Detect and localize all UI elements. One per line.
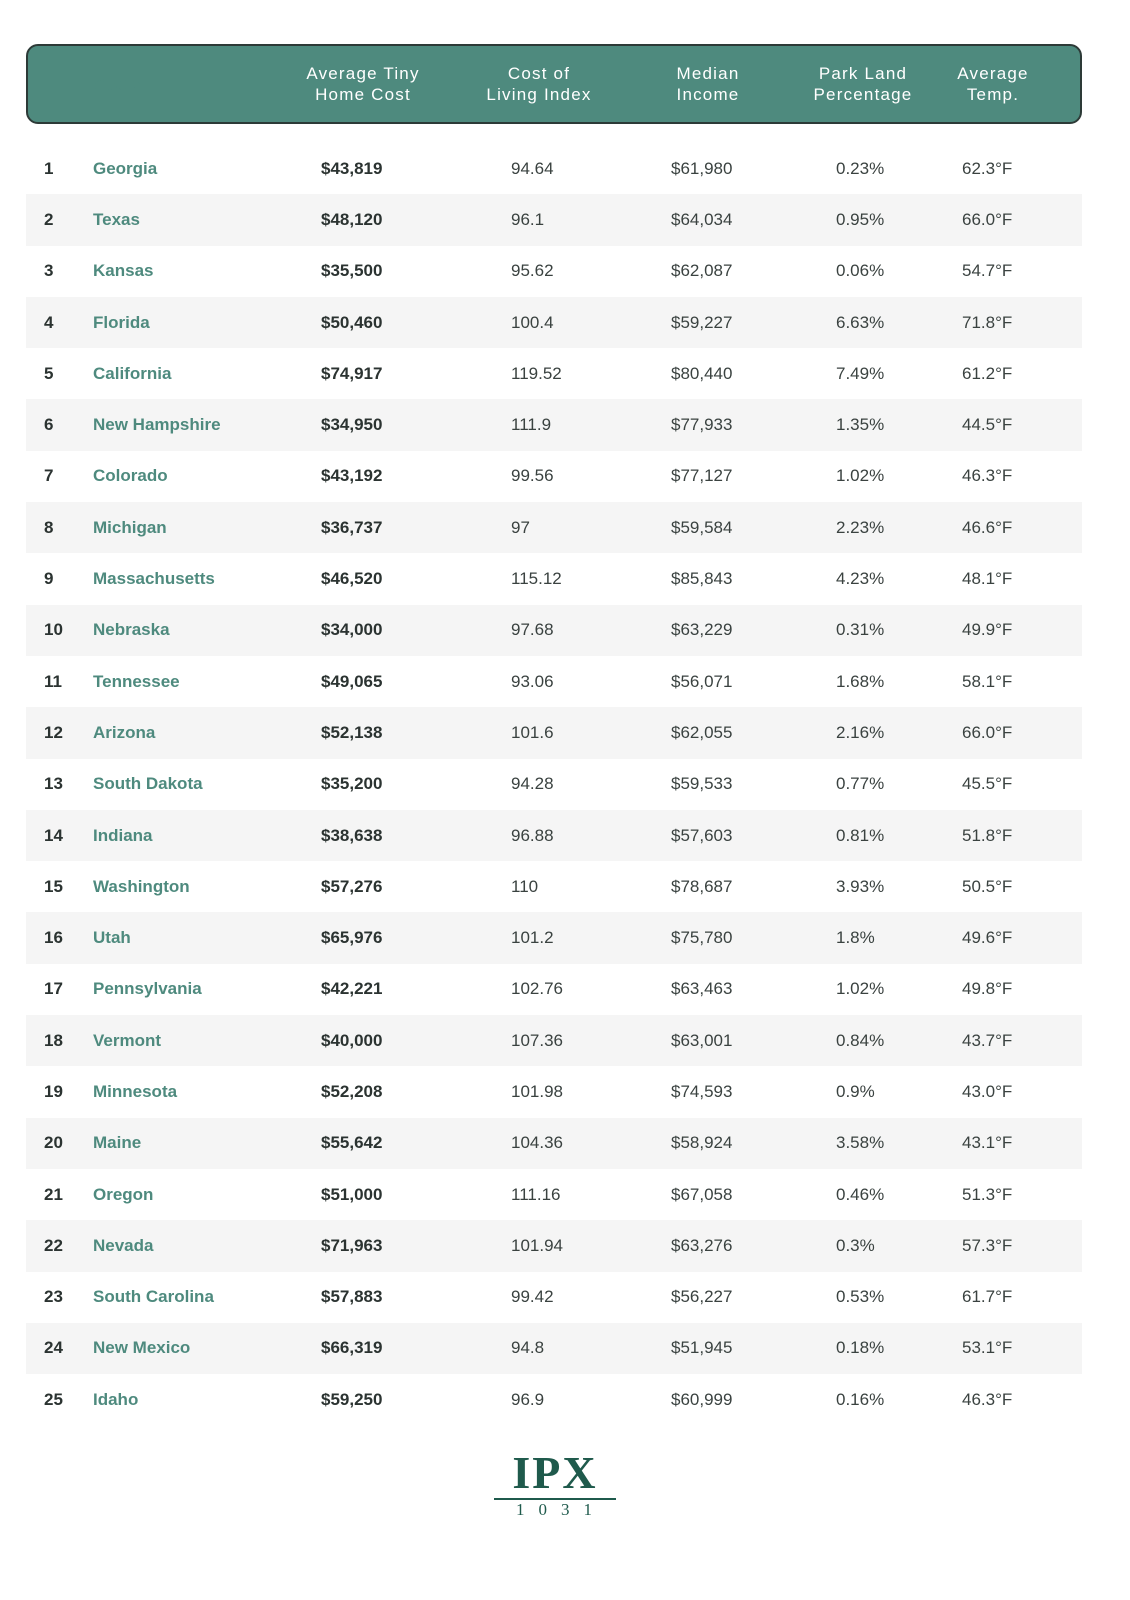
state-cell: New Hampshire [93, 415, 221, 435]
col-index-cell: 110 [511, 876, 539, 896]
rank-cell: 19 [44, 1081, 63, 1101]
state-cell: Arizona [93, 722, 156, 742]
state-cell: Texas [93, 209, 140, 229]
cost-cell: $38,638 [321, 825, 383, 845]
state-cell: Nebraska [93, 620, 170, 640]
rank-cell: 9 [44, 569, 54, 589]
park-cell: 1.35% [836, 415, 885, 435]
table-row [26, 297, 1082, 348]
col-index-cell: 94.28 [511, 774, 554, 794]
park-cell: 3.58% [836, 1133, 885, 1153]
cost-cell: $74,917 [321, 363, 383, 383]
rank-cell: 20 [44, 1133, 63, 1153]
temp-cell: 62.3°F [962, 158, 1013, 178]
park-cell: 0.81% [836, 825, 885, 845]
state-cell: New Mexico [93, 1338, 191, 1358]
state-cell: California [93, 363, 172, 383]
cost-cell: $48,120 [321, 209, 383, 229]
table-row [26, 759, 1082, 810]
income-cell: $62,055 [671, 722, 733, 742]
col-index-cell: 94.64 [511, 158, 554, 178]
rank-cell: 6 [44, 415, 54, 435]
col-index-cell: 102.76 [511, 979, 563, 999]
cost-cell: $57,883 [321, 1287, 383, 1307]
logo-mark: IPX [512, 1447, 598, 1498]
rank-cell: 13 [44, 774, 63, 794]
table-row [26, 810, 1082, 861]
income-cell: $62,087 [671, 261, 733, 281]
rank-cell: 18 [44, 1030, 63, 1050]
rank-cell: 3 [44, 261, 54, 281]
temp-cell: 51.3°F [962, 1184, 1013, 1204]
income-cell: $63,001 [671, 1030, 733, 1050]
income-cell: $56,227 [671, 1287, 733, 1307]
park-cell: 0.46% [836, 1184, 885, 1204]
col-index-cell: 97 [511, 517, 530, 537]
state-cell: Washington [93, 876, 190, 896]
table-row [26, 246, 1082, 297]
col-index-cell: 99.42 [511, 1287, 554, 1307]
state-cell: Pennsylvania [93, 979, 202, 999]
temp-cell: 54.7°F [962, 261, 1013, 281]
table-row [26, 451, 1082, 502]
table-row [26, 707, 1082, 758]
state-cell: Michigan [93, 517, 167, 537]
temp-cell: 46.6°F [962, 517, 1013, 537]
temp-cell: 53.1°F [962, 1338, 1013, 1358]
temp-cell: 49.9°F [962, 620, 1013, 640]
col-index-cell: 101.6 [511, 722, 554, 742]
temp-cell: 46.3°F [962, 1389, 1013, 1409]
temp-cell: 50.5°F [962, 876, 1013, 896]
park-cell: 3.93% [836, 876, 885, 896]
state-cell: Vermont [93, 1030, 162, 1050]
income-cell: $75,780 [671, 928, 733, 948]
park-cell: 1.8% [836, 928, 875, 948]
park-cell: 2.23% [836, 517, 885, 537]
rank-cell: 25 [44, 1389, 63, 1409]
temp-cell: 66.0°F [962, 722, 1013, 742]
income-cell: $77,933 [671, 415, 733, 435]
state-cell: Indiana [93, 825, 153, 845]
park-cell: 7.49% [836, 363, 885, 383]
temp-cell: 44.5°F [962, 415, 1013, 435]
state-cell: Minnesota [93, 1081, 178, 1101]
income-cell: $56,071 [671, 671, 733, 691]
park-cell: 0.18% [836, 1338, 885, 1358]
col-index-cell: 101.98 [511, 1081, 563, 1101]
state-cell: Maine [93, 1133, 142, 1153]
cost-cell: $52,208 [321, 1081, 383, 1101]
logo-subtitle: 1031 [516, 1500, 606, 1519]
table-header [26, 44, 1082, 124]
state-cell: Utah [93, 928, 131, 948]
park-cell: 0.9% [836, 1081, 875, 1101]
header-average-tiny-home-cost: Average Tiny Home Cost [306, 64, 420, 104]
income-cell: $59,584 [671, 517, 733, 537]
income-cell: $78,687 [671, 876, 733, 896]
col-index-cell: 96.9 [511, 1389, 545, 1409]
cost-cell: $35,200 [321, 774, 383, 794]
header-average-temp: Average Temp. [957, 64, 1029, 104]
cost-cell: $34,950 [321, 415, 383, 435]
state-cell: South Carolina [93, 1287, 214, 1307]
table-body [26, 143, 1082, 1425]
income-cell: $85,843 [671, 569, 733, 589]
rank-cell: 10 [44, 620, 63, 640]
table-row [26, 861, 1082, 912]
temp-cell: 57.3°F [962, 1235, 1013, 1255]
temp-cell: 71.8°F [962, 312, 1013, 332]
income-cell: $77,127 [671, 466, 733, 486]
temp-cell: 43.7°F [962, 1030, 1013, 1050]
temp-cell: 66.0°F [962, 209, 1013, 229]
col-index-cell: 96.88 [511, 825, 554, 845]
col-index-cell: 97.68 [511, 620, 554, 640]
income-cell: $57,603 [671, 825, 733, 845]
header-state: State [94, 74, 142, 94]
table-row [26, 656, 1082, 707]
rank-cell: 1 [44, 158, 54, 178]
col-index-cell: 107.36 [511, 1030, 563, 1050]
income-cell: $63,463 [671, 979, 733, 999]
col-index-cell: 111.9 [511, 415, 552, 435]
state-cell: Idaho [93, 1389, 139, 1409]
park-cell: 0.31% [836, 620, 885, 640]
col-index-cell: 101.94 [511, 1235, 563, 1255]
table-row [26, 348, 1082, 399]
cost-cell: $43,192 [321, 466, 383, 486]
cost-cell: $43,819 [321, 158, 383, 178]
cost-cell: $51,000 [321, 1184, 383, 1204]
table-row [26, 1374, 1082, 1425]
table-row [26, 1015, 1082, 1066]
cost-cell: $46,520 [321, 569, 383, 589]
temp-cell: 58.1°F [962, 671, 1013, 691]
col-index-cell: 101.2 [511, 928, 554, 948]
temp-cell: 48.1°F [962, 569, 1013, 589]
income-cell: $64,034 [671, 209, 733, 229]
rank-cell: 5 [44, 363, 54, 383]
income-cell: $63,229 [671, 620, 733, 640]
col-index-cell: 119.52 [511, 363, 562, 383]
table-row [26, 605, 1082, 656]
col-index-cell: 111.16 [511, 1184, 561, 1204]
cost-cell: $34,000 [321, 620, 383, 640]
cost-cell: $35,500 [321, 261, 383, 281]
income-cell: $63,276 [671, 1235, 733, 1255]
rank-cell: 8 [44, 517, 54, 537]
park-cell: 2.16% [836, 722, 885, 742]
cost-cell: $49,065 [321, 671, 383, 691]
state-cell: Georgia [93, 158, 158, 178]
rank-cell: 22 [44, 1235, 63, 1255]
cost-cell: $42,221 [321, 979, 383, 999]
rank-cell: 11 [44, 671, 62, 691]
state-cell: Colorado [93, 466, 168, 486]
cost-cell: $59,250 [321, 1389, 383, 1409]
rank-cell: 21 [44, 1184, 63, 1204]
rank-cell: 7 [44, 466, 54, 486]
income-cell: $67,058 [671, 1184, 733, 1204]
col-index-cell: 94.8 [511, 1338, 545, 1358]
cost-cell: $40,000 [321, 1030, 383, 1050]
park-cell: 0.84% [836, 1030, 885, 1050]
cost-cell: $57,276 [321, 876, 383, 896]
table-row [26, 1118, 1082, 1169]
park-cell: 1.68% [836, 671, 885, 691]
table-row [26, 194, 1082, 245]
temp-cell: 61.2°F [962, 363, 1013, 383]
park-cell: 0.16% [836, 1389, 885, 1409]
table-row [26, 1323, 1082, 1374]
col-index-cell: 100.4 [511, 312, 554, 332]
income-cell: $80,440 [671, 363, 733, 383]
temp-cell: 61.7°F [962, 1287, 1013, 1307]
park-cell: 0.23% [836, 158, 885, 178]
col-index-cell: 93.06 [511, 671, 554, 691]
cost-cell: $71,963 [321, 1235, 383, 1255]
income-cell: $60,999 [671, 1389, 733, 1409]
col-index-cell: 115.12 [511, 569, 562, 589]
table-row [26, 399, 1082, 450]
header-median-income: Median Income [676, 64, 740, 104]
park-cell: 0.77% [836, 774, 885, 794]
table-row [26, 553, 1082, 604]
temp-cell: 45.5°F [962, 774, 1013, 794]
table-row [26, 1272, 1082, 1323]
temp-cell: 51.8°F [962, 825, 1013, 845]
temp-cell: 46.3°F [962, 466, 1013, 486]
col-index-cell: 95.62 [511, 261, 554, 281]
table-row [26, 502, 1082, 553]
income-cell: $59,533 [671, 774, 733, 794]
park-cell: 6.63% [836, 312, 885, 332]
header-cost-of-living-index: Cost of Living Index [486, 64, 592, 104]
state-cell: Nevada [93, 1235, 154, 1255]
header-park-land-percentage: Park Land Percentage [813, 64, 913, 104]
temp-cell: 43.0°F [962, 1081, 1013, 1101]
income-cell: $61,980 [671, 158, 733, 178]
rank-cell: 23 [44, 1287, 63, 1307]
income-cell: $51,945 [671, 1338, 733, 1358]
rank-cell: 24 [44, 1338, 63, 1358]
cost-cell: $65,976 [321, 928, 383, 948]
col-index-cell: 96.1 [511, 209, 545, 229]
temp-cell: 43.1°F [962, 1133, 1013, 1153]
rank-cell: 4 [44, 312, 54, 332]
temp-cell: 49.8°F [962, 979, 1013, 999]
state-cell: Kansas [93, 261, 154, 281]
park-cell: 1.02% [836, 979, 885, 999]
rank-cell: 16 [44, 928, 63, 948]
table-row [26, 964, 1082, 1015]
rank-cell: 2 [44, 209, 54, 229]
park-cell: 4.23% [836, 569, 885, 589]
park-cell: 0.53% [836, 1287, 885, 1307]
table-row [26, 912, 1082, 963]
table-row [26, 1220, 1082, 1271]
rank-cell: 12 [44, 722, 63, 742]
income-cell: $59,227 [671, 312, 733, 332]
state-cell: Tennessee [93, 671, 180, 691]
temp-cell: 49.6°F [962, 928, 1013, 948]
park-cell: 0.3% [836, 1235, 875, 1255]
state-cell: Florida [93, 312, 150, 332]
col-index-cell: 104.36 [511, 1133, 563, 1153]
cost-cell: $66,319 [321, 1338, 383, 1358]
table-row [26, 1169, 1082, 1220]
park-cell: 0.06% [836, 261, 885, 281]
col-index-cell: 99.56 [511, 466, 554, 486]
income-cell: $74,593 [671, 1081, 733, 1101]
table-row [26, 143, 1082, 194]
state-cell: South Dakota [93, 774, 203, 794]
rank-cell: 15 [44, 876, 63, 896]
cost-cell: $50,460 [321, 312, 383, 332]
state-cell: Massachusetts [93, 569, 215, 589]
income-cell: $58,924 [671, 1133, 733, 1153]
cost-cell: $36,737 [321, 517, 383, 537]
table-row [26, 1066, 1082, 1117]
state-cell: Oregon [93, 1184, 154, 1204]
rank-cell: 17 [44, 979, 63, 999]
ipx-1031-logo [490, 1448, 620, 1520]
rank-cell: 14 [44, 825, 63, 845]
park-cell: 0.95% [836, 209, 885, 229]
park-cell: 1.02% [836, 466, 885, 486]
cost-cell: $55,642 [321, 1133, 383, 1153]
cost-cell: $52,138 [321, 722, 383, 742]
